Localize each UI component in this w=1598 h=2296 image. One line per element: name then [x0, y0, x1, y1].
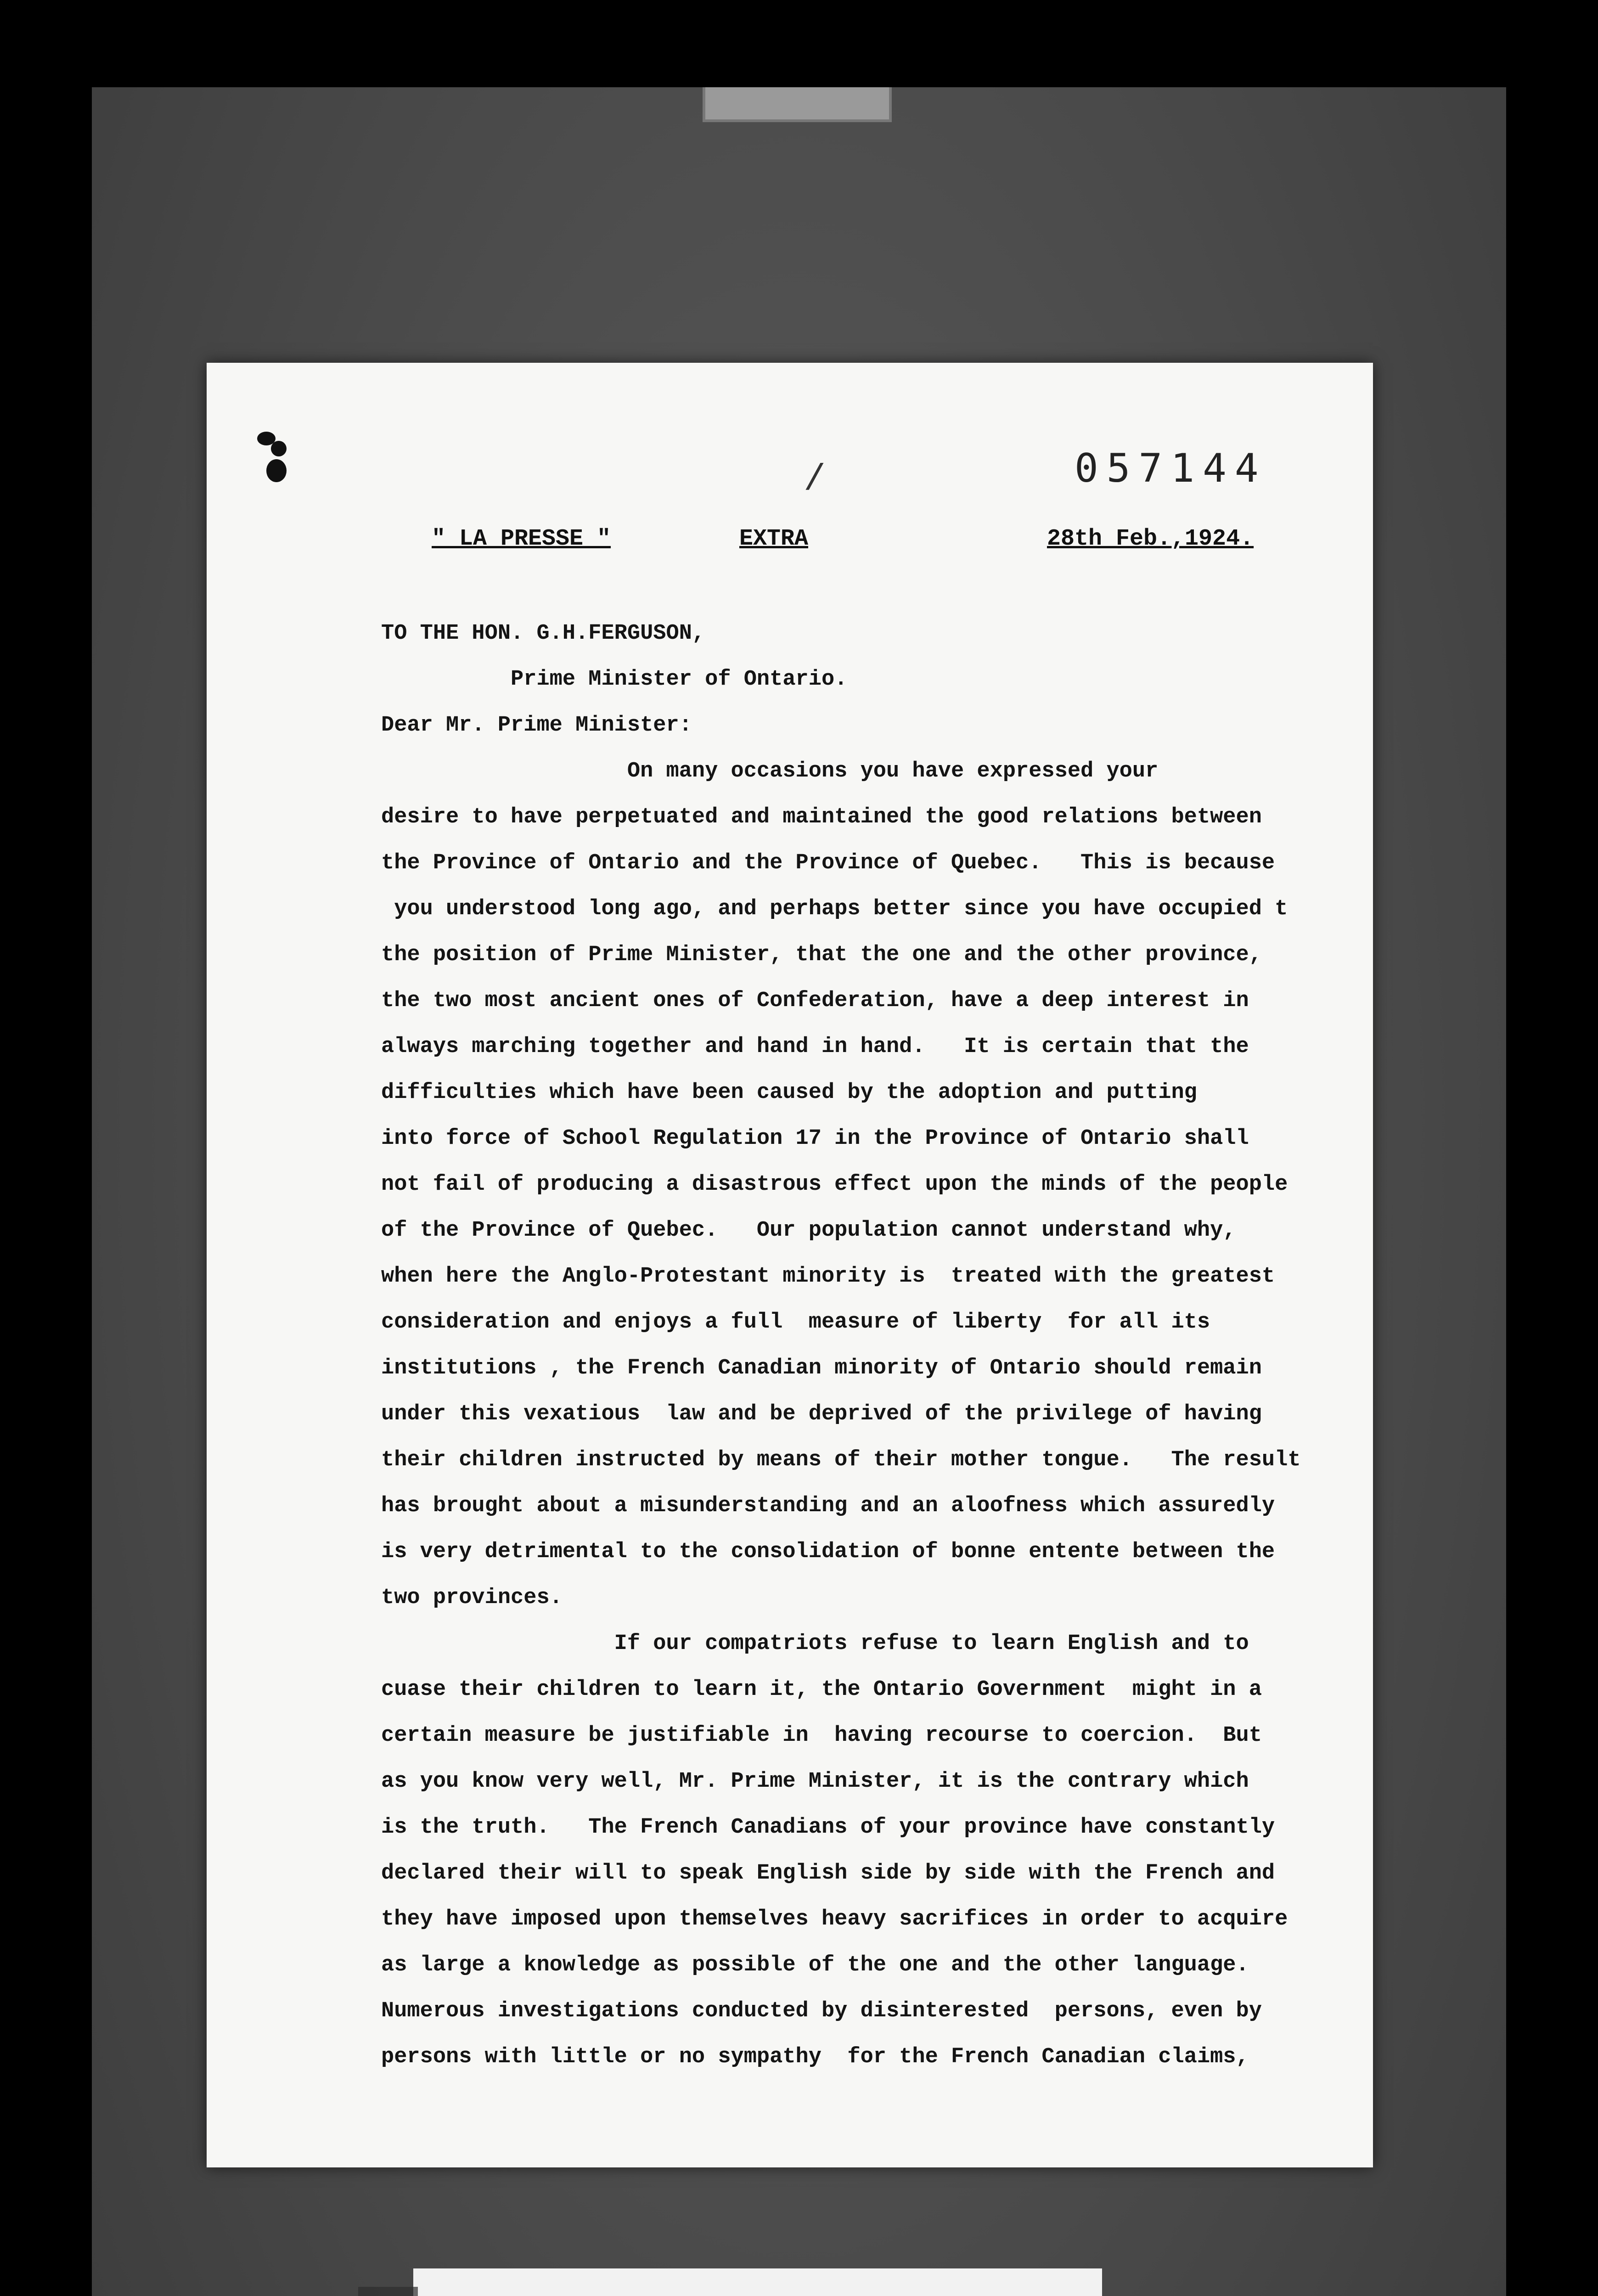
body-line: of the Province of Quebec. Our population cannot understand why,	[381, 1218, 1236, 1243]
letter-body	[381, 611, 1364, 2080]
letter-date: 28th Feb.,1924.	[1047, 526, 1254, 552]
publication-name: " LA PRESSE "	[432, 526, 611, 552]
body-line: under this vexatious law and be deprived of the privilege of having	[381, 1402, 1262, 1426]
recipient-line: TO THE HON. G.H.FERGUSON,	[381, 621, 705, 646]
punch-hole-marks	[257, 432, 289, 487]
body-line: certain measure be justifiable in having recourse to coercion. But	[381, 1723, 1262, 1748]
body-line: always marching together and hand in hand. It is certain that the	[381, 1035, 1249, 1059]
page-mark: /	[804, 459, 826, 501]
letter-page	[207, 363, 1373, 2167]
salutation: Dear Mr. Prime Minister:	[381, 713, 692, 737]
edition-label: EXTRA	[739, 526, 809, 552]
recipient-title: Prime Minister of Ontario.	[381, 667, 848, 692]
body-line: is very detrimental to the consolidation of bonne entente between the	[381, 1540, 1275, 1564]
document-number: 057144	[1075, 445, 1267, 491]
body-line: they have imposed upon themselves heavy sacrifices in order to acquire	[381, 1907, 1288, 1931]
body-line: cuase their children to learn it, the Ontario Government might in a	[381, 1677, 1262, 1702]
body-line: as you know very well, Mr. Prime Minister, it is the contrary which	[381, 1769, 1249, 1794]
body-line: is the truth. The French Canadians of your province have constantly	[381, 1815, 1275, 1840]
body-line: when here the Anglo-Protestant minority is treated with the greatest	[381, 1264, 1275, 1289]
body-line: On many occasions you have expressed your	[381, 759, 1159, 783]
body-line: consideration and enjoys a full measure of liberty for all its	[381, 1310, 1210, 1334]
reference-tag	[413, 2268, 1102, 2296]
body-line: If our compatriots refuse to learn English and to	[381, 1632, 1249, 1656]
body-line: has brought about a misunderstanding and an aloofness which assuredly	[381, 1494, 1275, 1518]
body-line: you understood long ago, and perhaps better since you have occupied t	[381, 897, 1288, 921]
binder-clip	[703, 87, 892, 122]
body-line: as large a knowledge as possible of the one and the other language.	[381, 1953, 1249, 1977]
tape-strip-left	[358, 2287, 418, 2296]
body-line: Numerous investigations conducted by disinterested persons, even by	[381, 1999, 1262, 2023]
body-line: desire to have perpetuated and maintained the good relations between	[381, 805, 1262, 829]
body-line: persons with little or no sympathy for the French Canadian claims,	[381, 2045, 1249, 2069]
body-line: not fail of producing a disastrous effect upon the minds of the people	[381, 1172, 1288, 1197]
body-line: the two most ancient ones of Confederation, have a deep interest in	[381, 989, 1249, 1013]
body-line: into force of School Regulation 17 in the Province of Ontario shall	[381, 1126, 1249, 1151]
body-line: institutions , the French Canadian minority of Ontario should remain	[381, 1356, 1262, 1380]
body-line: the position of Prime Minister, that the one and the other province,	[381, 943, 1262, 967]
body-line: declared their will to speak English side by side with the French and	[381, 1861, 1275, 1885]
body-line: the Province of Ontario and the Province of Quebec. This is because	[381, 851, 1275, 875]
body-line: difficulties which have been caused by the adoption and putting	[381, 1080, 1197, 1105]
body-line: two provinces.	[381, 1586, 563, 1610]
body-line: their children instructed by means of their mother tongue. The result	[381, 1448, 1301, 1472]
